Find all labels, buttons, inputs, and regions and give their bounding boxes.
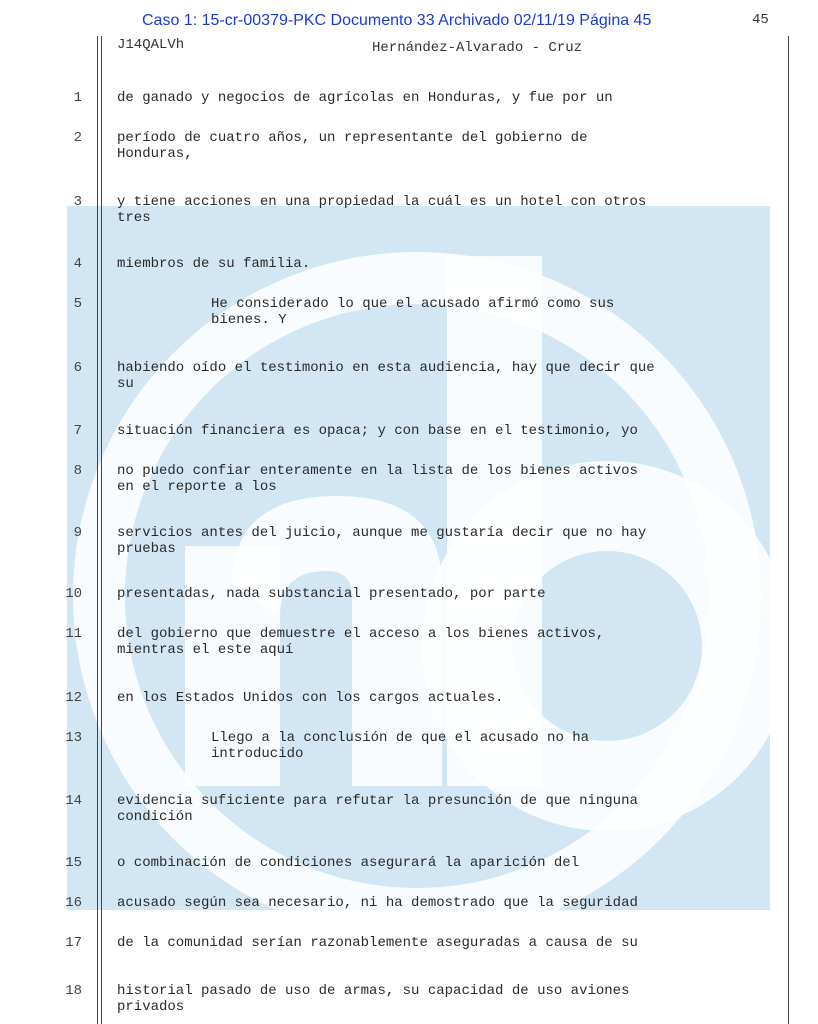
transcript-line-text: no puedo confiar enteramente en la lista de los bienes activos en el reporte a los xyxy=(117,463,638,495)
transcript-line-text: presentadas, nada substancial presentado, por parte xyxy=(117,586,546,602)
line-number: 14 xyxy=(65,793,82,809)
line-number: 2 xyxy=(73,130,82,146)
transcript-line-text: acusado según sea necesario, ni ha demostrado que la seguridad xyxy=(117,895,638,911)
line-number: 13 xyxy=(65,730,82,746)
line-number: 7 xyxy=(73,423,82,439)
margin-rule-left-outer xyxy=(97,36,98,1024)
transcript-line-text: del gobierno que demuestre el acceso a los bienes activos, mientras el este aquí xyxy=(117,626,605,658)
transcript-line-text: y tiene acciones en una propiedad la cuál es un hotel con otros tres xyxy=(117,194,647,226)
case-title: Hernández-Alvarado - Cruz xyxy=(372,40,583,56)
transcript-line-text: o combinación de condiciones asegurará la aparición del xyxy=(117,855,580,871)
transcript-line-text: período de cuatro años, un representante del gobierno de Honduras, xyxy=(117,130,588,162)
line-number: 18 xyxy=(65,983,82,999)
transcript-line-text: miembros de su familia. xyxy=(117,256,311,272)
transcript-line-text: Llego a la conclusión de que el acusado no ha introducido xyxy=(211,730,590,762)
margin-rule-left-inner xyxy=(101,36,102,1024)
line-number: 11 xyxy=(65,626,82,642)
line-number: 9 xyxy=(73,525,82,541)
transcript-line-text: He considerado lo que el acusado afirmó como sus bienes. Y xyxy=(211,296,615,328)
line-number: 15 xyxy=(65,855,82,871)
transcript-line-text: historial pasado de uso de armas, su capacidad de uso aviones privados xyxy=(117,983,630,1015)
transcript-line-text: servicios antes del juicio, aunque me gustaría decir que no hay pruebas xyxy=(117,525,647,557)
line-number: 16 xyxy=(65,895,82,911)
page-number: 45 xyxy=(752,12,769,28)
line-number: 8 xyxy=(73,463,82,479)
transcript-line-text: situación financiera es opaca; y con base en el testimonio, yo xyxy=(117,423,638,439)
line-number: 10 xyxy=(65,586,82,602)
line-number: 3 xyxy=(73,194,82,210)
transcript-line-text: de ganado y negocios de agrícolas en Honduras, y fue por un xyxy=(117,90,613,106)
document-code: J14QALVh xyxy=(117,37,185,53)
transcript-line-text: evidencia suficiente para refutar la presunción de que ninguna condición xyxy=(117,793,638,825)
transcript-line-text: en los Estados Unidos con los cargos actuales. xyxy=(117,690,504,706)
line-number: 12 xyxy=(65,690,82,706)
line-number: 6 xyxy=(73,360,82,376)
line-number: 4 xyxy=(73,256,82,272)
transcript-line-text: habiendo oído el testimonio en esta audiencia, hay que decir que su xyxy=(117,360,655,392)
transcript-line-text: de la comunidad serían razonablemente aseguradas a causa de su xyxy=(117,935,638,951)
line-number: 17 xyxy=(65,935,82,951)
court-filing-stamp: Caso 1: 15-cr-00379-PKC Documento 33 Archivado 02/11/19 Página 45 xyxy=(142,12,652,29)
line-number: 1 xyxy=(73,90,82,106)
line-number: 5 xyxy=(73,296,82,312)
margin-rule-right xyxy=(788,36,789,1024)
